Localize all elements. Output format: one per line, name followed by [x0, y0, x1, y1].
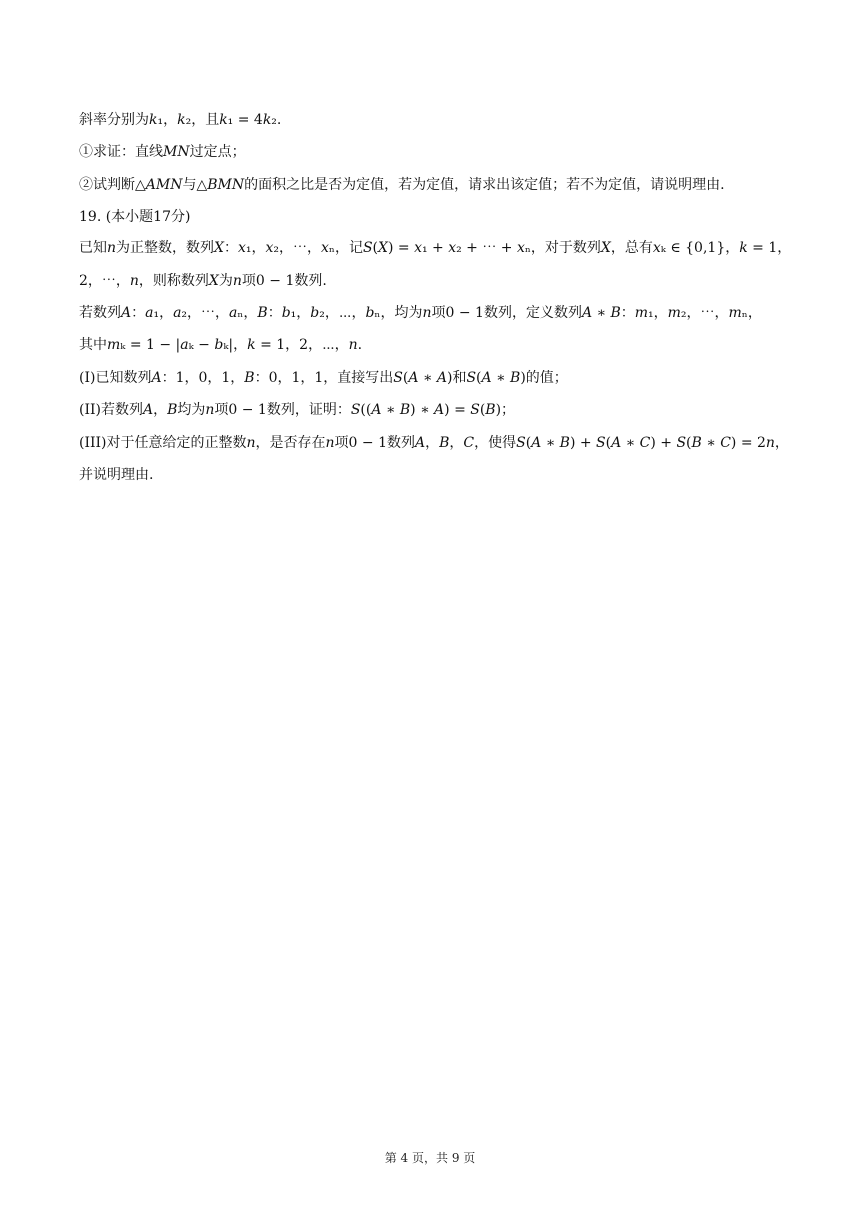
- page-footer: 第 4 页，共 9 页: [384, 1151, 476, 1165]
- text-line: (I)已知数列𝐴：1，0，1，𝐵：0，1，1，直接写出𝑆(𝐴 ∗ 𝐴)和𝑆(𝐴 ∗ 𝐵)的值；: [79, 369, 568, 386]
- text-line: ①求证：直线𝑀𝑁过定点；: [79, 144, 246, 161]
- text-line: 斜率分别为𝑘₁，𝑘₂，且𝑘₁ = 4𝑘₂.: [79, 112, 282, 128]
- text-line: 若数列𝐴：𝑎₁，𝑎₂，⋯，𝑎ₙ，𝐵：𝑏₁，𝑏₂，⋯，𝑏ₙ，均为𝑛项0 − 1数列，定义数列𝐴 ∗ 𝐵：𝑚₁，𝑚₂，⋯，𝑚ₙ，: [79, 304, 762, 321]
- text-line: 2，⋯，𝑛，则称数列𝑋为𝑛项0 − 1数列.: [79, 272, 327, 289]
- text-line: 并说明理由.: [79, 466, 154, 483]
- text-line: ②试判断△𝐴𝑀𝑁与△𝐵𝑀𝑁的面积之比是否为定值，若为定值，请求出该定值；若不为定值，请说明理由.: [79, 176, 725, 193]
- document-body: [79, 110, 792, 497]
- text-line: (II)若数列𝐴，𝐵均为𝑛项0 − 1数列，证明：𝑆((𝐴 ∗ 𝐵) ∗ 𝐴) = 𝑆(𝐵)；: [79, 402, 516, 419]
- text-line: 已知𝑛为正整数，数列𝑋：𝑥₁，𝑥₂，⋯，𝑥ₙ，记𝑆(𝑋) = 𝑥₁ + 𝑥₂ + ⋯ + 𝑥ₙ，对于数列𝑋，总有𝑥ₖ ∈ {0,1}，𝑘 = 1，: [79, 240, 792, 257]
- text-line: (III)对于任意给定的正整数𝑛，是否存在𝑛项0 − 1数列𝐴，𝐵，𝐶，使得𝑆(𝐴 ∗ 𝐵) + 𝑆(𝐴 ∗ 𝐶) + 𝑆(𝐵 ∗ 𝐶) = 2𝑛，: [79, 434, 789, 451]
- question-heading: 19. (本小题17分): [79, 209, 191, 226]
- text-line: 其中𝑚ₖ = 1 − |𝑎ₖ − 𝑏ₖ|，𝑘 = 1，2，⋯，𝑛.: [79, 337, 363, 354]
